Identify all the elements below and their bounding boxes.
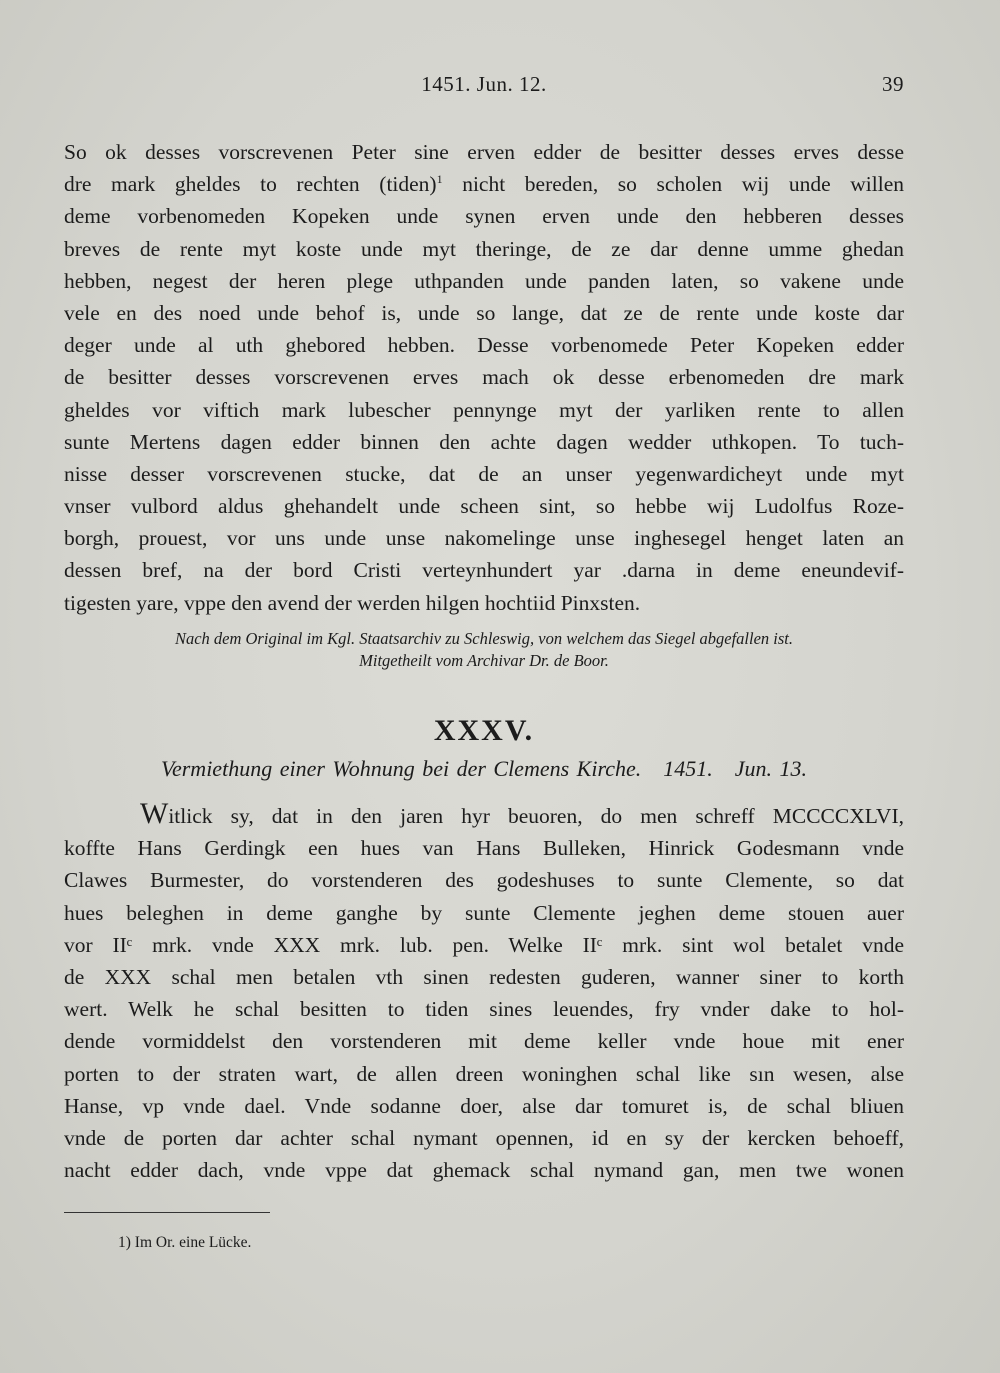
text-line: hebben, negest der heren plege uthpanden unde panden laten, so vakene unde: [64, 268, 904, 293]
text-line: vele en des noed unde behof is, unde so lange, dat ze de rente unde koste dar: [64, 300, 904, 325]
text-line: borgh, prouest, vor uns unde unse nakomelinge unse inghesegel henget laten an: [64, 526, 904, 551]
text-line: de XXX schal men betalen vth sinen redesten guderen, wanner siner to korth: [64, 964, 904, 989]
text-line: porten to der straten wart, de allen dreen woninghen schal like sın wesen, alse: [64, 1061, 904, 1086]
document-title-line: [64, 756, 904, 782]
text-line: vnser vulbord aldus ghehandelt unde scheen sint, so hebbe wij Ludolfus Roze-: [64, 494, 904, 519]
source-note: [64, 628, 904, 672]
document-date: Jun. 13.: [734, 756, 807, 781]
page-header: [64, 72, 904, 102]
text-line: dessen bref, na der bord Cristi verteynhundert yar .darna in deme eneundevif-: [64, 558, 904, 583]
document-text: [64, 797, 904, 1186]
text-line: Hanse, vp vnde dael. Vnde sodanne doer, alse dar tomuret is, de schal bliuen: [64, 1093, 904, 1118]
text-line-part: dre mark gheldes to rechten (tiden): [64, 172, 437, 197]
footnote: [118, 1234, 251, 1252]
footnote-marker: 1): [118, 1234, 131, 1251]
text-line: So ok desses vorscrevenen Peter sine erven edder de besitter desses erves desse: [64, 140, 904, 164]
text-line: deger unde al uth ghebored hebben. Desse vorbenomede Peter Kopeken edder: [64, 333, 904, 358]
text-line: sunte Mertens dagen edder binnen den achte dagen wedder uthkopen. To tuch-: [64, 429, 904, 454]
text-line: breves de rente myt koste unde myt theringe, de ze dar denne umme ghedan: [64, 236, 904, 261]
text-line: hues beleghen in deme ganghe by sunte Clemente jeghen deme stouen auer: [64, 900, 904, 925]
text-line: gheldes vor viftich mark lubescher pennynge myt der yarliken rente to allen: [64, 397, 904, 422]
text-line: vnde de porten dar achter schal nymant opennen, id en sy der kercken behoeff,: [64, 1125, 904, 1150]
text-line: nacht edder dach, vnde vppe dat ghemack schal nymand gan, men twe wonen: [64, 1158, 904, 1183]
text-line: [64, 797, 904, 832]
running-head: 1451. Jun. 12.: [421, 72, 547, 96]
text-line: tigesten yare, vppe den avend der werden hilgen hochtiid Pinxsten.: [64, 590, 641, 615]
document-year: 1451.: [663, 756, 713, 781]
footnote-text: Im Or. eine Lücke.: [134, 1234, 252, 1251]
text-line-part: nicht bereden, so scholen wij unde willen: [442, 172, 904, 197]
text-line-part: itlick sy, dat in den jaren hyr beuoren, do men schreff MCCCCXLVI,: [168, 804, 904, 828]
text-line: wert. Welk he schal besitten to tiden sines leuendes, fry vnder dake to hol-: [64, 997, 904, 1022]
text-line: vor IIᶜ mrk. vnde XXX mrk. lub. pen. Welke IIᶜ mrk. sint wol betalet vnde: [64, 932, 904, 957]
text-line: koffte Hans Gerdingk een hues van Hans Bulleken, Hinrick Godesmann vnde: [64, 836, 904, 861]
text-line: nisse desser vorscrevenen stucke, dat de an unser yegenwardicheyt unde myt: [64, 461, 904, 486]
text-line: Clawes Burmester, do vorstenderen des godeshuses to sunte Clemente, so dat: [64, 868, 904, 893]
text-line: de besitter desses vorscrevenen erves mach ok desse erbenomeden dre mark: [64, 365, 904, 390]
document-title: Vermiethung einer Wohnung bei der Clemens Kirche.: [160, 756, 642, 781]
page-number: 39: [882, 72, 904, 96]
text-line: [64, 168, 904, 200]
source-note-line: Mitgetheilt vom Archivar Dr. de Boor.: [359, 651, 609, 670]
source-note-line: Nach dem Original im Kgl. Staatsarchiv zu Schleswig, von welchem das Siegel abgefallen ist.: [174, 629, 794, 648]
footnote-divider: [64, 1212, 270, 1213]
footnote-reference: 1: [436, 172, 443, 187]
initial-letter: W: [140, 797, 169, 830]
text-line: dende vormiddelst den vorstenderen mit deme keller vnde houe mit ener: [64, 1029, 904, 1054]
text-line: deme vorbenomeden Kopeken unde synen erven unde den hebberen desses: [64, 204, 904, 229]
document-number: XXXV.: [433, 714, 535, 747]
paragraph-continuation: [64, 136, 904, 619]
